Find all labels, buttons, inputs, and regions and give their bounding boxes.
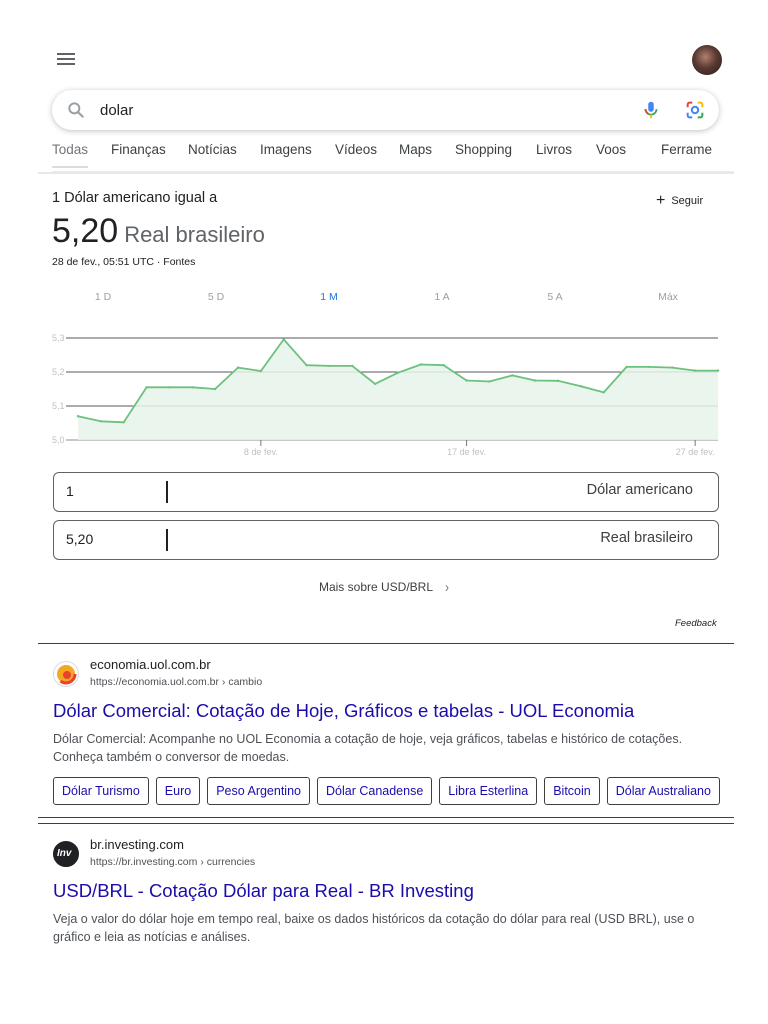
chart-point: [123, 421, 125, 423]
account-avatar[interactable]: [692, 45, 722, 75]
divider: [38, 643, 734, 644]
tab-flights[interactable]: Voos: [596, 142, 627, 157]
text-caret: [166, 529, 168, 551]
x-tick-label: 27 de fev.: [675, 447, 715, 457]
chart-point: [534, 379, 536, 381]
result-url-crumb: › currencies: [200, 856, 256, 868]
investing-logo-text: Inv: [57, 848, 72, 859]
chart-point: [351, 365, 353, 367]
tab-news[interactable]: Notícias: [188, 142, 237, 157]
chart-point: [603, 391, 605, 393]
range-5y[interactable]: 5 A: [547, 291, 563, 303]
tab-books[interactable]: Livros: [536, 142, 573, 157]
plus-icon: +: [656, 192, 666, 209]
chevron-right-icon: ›: [445, 578, 450, 596]
equals-line: 1 Dólar americano igual a: [52, 190, 218, 206]
result-site-name[interactable]: br.investing.com: [90, 837, 184, 852]
exchange-rate: [52, 212, 265, 251]
result-url-base: https://br.investing.com: [90, 856, 198, 868]
result-url-base: https://economia.uol.com.br: [90, 676, 219, 688]
chart-point: [648, 366, 650, 368]
from-amount-field[interactable]: [53, 472, 719, 512]
range-5d[interactable]: 5 D: [207, 291, 225, 303]
result-url[interactable]: [90, 856, 255, 868]
chart-point: [145, 386, 147, 388]
chart-point: [397, 372, 399, 374]
search-icon[interactable]: [66, 100, 86, 120]
chart-point: [237, 366, 239, 368]
y-tick-label: 5,1: [52, 401, 65, 411]
chart-point: [100, 420, 102, 422]
chart-point: [557, 380, 559, 382]
from-currency-select[interactable]: Dólar americano: [586, 482, 693, 498]
search-tabs: [52, 134, 734, 172]
related-chips: [53, 777, 734, 805]
from-amount-value[interactable]: 1: [66, 483, 74, 499]
chart-point: [488, 380, 490, 382]
search-box: [52, 90, 719, 130]
chart-point: [260, 370, 262, 372]
chip-peso-argentino[interactable]: Peso Argentino: [207, 777, 310, 805]
chart-point: [305, 364, 307, 366]
to-amount-value[interactable]: 5,20: [66, 531, 94, 547]
follow-label: Seguir: [671, 195, 704, 207]
rate-currency: Real brasileiro: [124, 222, 265, 247]
chart-point: [625, 366, 627, 368]
result-url-crumb: › cambio: [221, 676, 263, 688]
chart-point: [443, 364, 445, 366]
more-about-link[interactable]: [0, 580, 768, 594]
microphone-icon[interactable]: [640, 99, 662, 121]
to-amount-field[interactable]: [53, 520, 719, 560]
feedback-link[interactable]: Feedback: [675, 618, 717, 629]
menu-icon[interactable]: [54, 50, 78, 70]
chart-point: [374, 383, 376, 385]
chip-bitcoin[interactable]: Bitcoin: [544, 777, 600, 805]
result-title-link[interactable]: Dólar Comercial: Cotação de Hoje, Gráficos e tabelas - UOL Economia: [53, 700, 635, 721]
text-caret: [166, 481, 168, 503]
result-title-link[interactable]: USD/BRL - Cotação Dólar para Real - BR Investing: [53, 880, 474, 901]
investing-favicon[interactable]: [53, 841, 79, 867]
chip-dolar-turismo[interactable]: Dólar Turismo: [53, 777, 149, 805]
y-tick-label: 5,3: [52, 333, 65, 343]
chart-point: [283, 338, 285, 340]
google-lens-icon[interactable]: [684, 99, 706, 121]
rate-timestamp[interactable]: 28 de fev., 05:51 UTC · Fontes: [52, 256, 196, 268]
tab-images[interactable]: Imagens: [260, 142, 312, 157]
chart-point: [328, 365, 330, 367]
tab-all[interactable]: Todas: [52, 142, 89, 157]
tab-tools[interactable]: Ferrame: [661, 142, 713, 157]
tab-videos[interactable]: Vídeos: [335, 142, 378, 157]
tab-maps[interactable]: Maps: [399, 142, 433, 157]
chip-euro[interactable]: Euro: [156, 777, 200, 805]
range-1y[interactable]: 1 A: [434, 291, 450, 303]
tab-shopping[interactable]: Shopping: [455, 142, 513, 157]
chart-point: [168, 386, 170, 388]
chart-point: [465, 379, 467, 381]
result-snippet: Dólar Comercial: Acompanhe no UOL Economia a cotação de hoje, veja gráficos, tabelas e histórico de cotações. Conheça também o conversor de moedas.: [53, 732, 683, 764]
chip-dolar-australiano[interactable]: Dólar Australiano: [607, 777, 720, 805]
chip-dolar-canadense[interactable]: Dólar Canadense: [317, 777, 432, 805]
follow-button[interactable]: [656, 191, 703, 209]
divider: [38, 817, 734, 818]
tab-finance[interactable]: Finanças: [111, 142, 166, 157]
exchange-rate-chart[interactable]: [40, 326, 730, 462]
tabs-divider: [38, 172, 734, 174]
top-bar: [0, 40, 768, 80]
chart-point: [580, 385, 582, 387]
y-tick-label: 5,2: [52, 367, 65, 377]
range-max[interactable]: Máx: [658, 291, 678, 303]
range-1d[interactable]: 1 D: [94, 291, 112, 303]
chart-point: [671, 366, 673, 368]
uol-logo-icon: [54, 662, 78, 686]
chart-point: [420, 363, 422, 365]
chart-point: [717, 369, 719, 371]
x-tick-label: 8 de fev.: [243, 447, 278, 457]
range-1m[interactable]: 1 M: [320, 291, 338, 303]
chart-area: [78, 339, 718, 440]
result-site-name[interactable]: economia.uol.com.br: [90, 657, 211, 672]
chart-point: [694, 369, 696, 371]
chart-point: [511, 374, 513, 376]
result-snippet: Veja o valor do dólar hoje em tempo real, baixe os dados históricos da cotação do dólar para real (USD BRL), use o gráfico e leia as notícias e análises.: [53, 912, 695, 944]
uol-favicon[interactable]: [53, 661, 79, 687]
x-tick-label: 17 de fev.: [447, 447, 487, 457]
chart-point: [191, 386, 193, 388]
more-about-label: Mais sobre USD/BRL: [318, 580, 434, 594]
chart-point: [77, 415, 79, 417]
rate-value: 5,20: [52, 212, 119, 250]
y-tick-label: 5,0: [52, 435, 65, 445]
search-input[interactable]: [100, 99, 600, 121]
chart-point: [214, 388, 216, 390]
to-currency-select[interactable]: Real brasileiro: [600, 530, 693, 546]
chip-libra-esterlina[interactable]: Libra Esterlina: [439, 777, 537, 805]
result-url[interactable]: [90, 676, 262, 688]
divider: [38, 823, 734, 824]
